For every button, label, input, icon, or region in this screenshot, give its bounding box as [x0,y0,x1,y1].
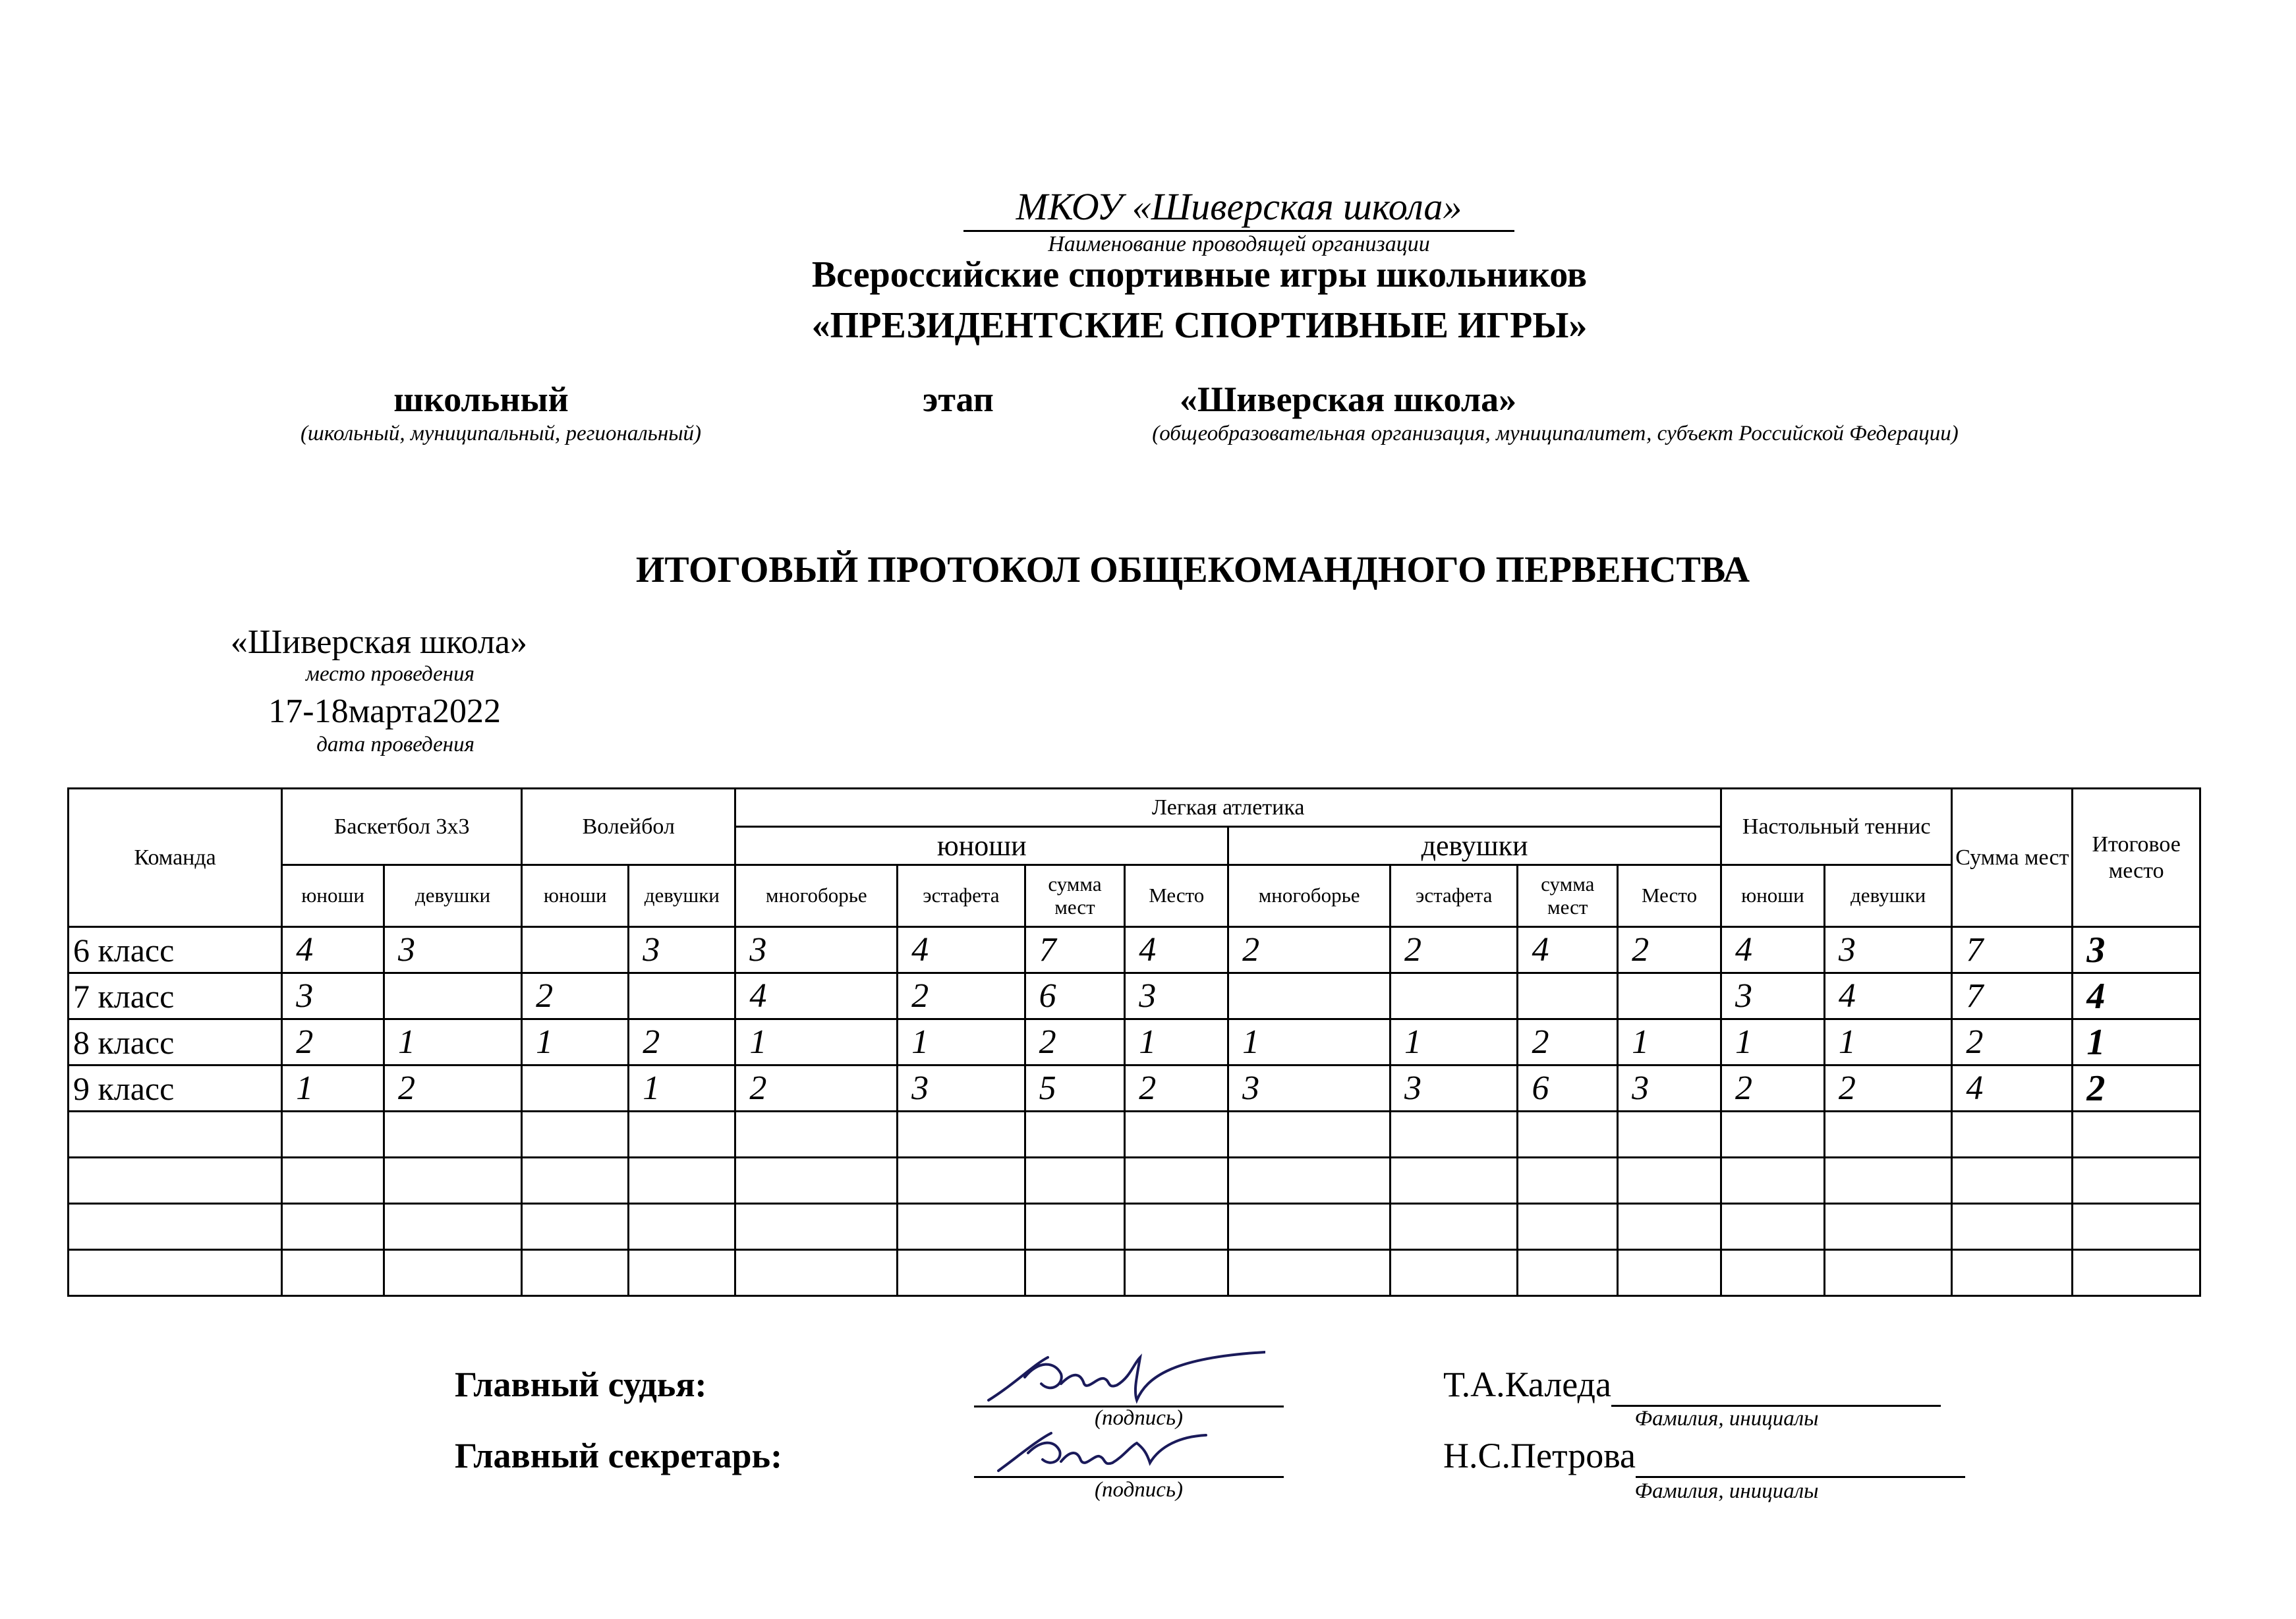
empty-cell [898,1158,1025,1204]
score-cell: 1 [735,1019,898,1065]
score-cell: 3 [1721,973,1824,1019]
empty-cell [1618,1158,1721,1204]
score-cell: 2 [384,1065,522,1112]
header-athletics-girls: девушки [1228,827,1721,865]
protocol-title: ИТОГОВЫЙ ПРОТОКОЛ ОБЩЕКОМАНДНОГО ПЕРВЕНСТВА [635,550,1750,590]
score-cell: 4 [1125,927,1228,973]
school-caption: (общеобразовательная организация, муниципалитет, субъект Российской Федерации) [1152,422,1959,445]
score-cell: 7 [1952,973,2073,1019]
venue: «Шиверская школа» [230,623,527,661]
empty-cell [735,1250,898,1296]
organization-caption: Наименование проводящей организации [1048,232,1430,256]
score-cell: 7 [1952,927,2073,973]
empty-cell [898,1250,1025,1296]
score-cell: 4 [282,927,384,973]
score-cell: 2 [1721,1065,1824,1112]
header-athletics-boys: юноши [735,827,1228,865]
empty-cell [69,1112,282,1158]
score-cell: 2 [898,973,1025,1019]
score-cell: 1 [1618,1019,1721,1065]
empty-cell [1952,1204,2073,1250]
team-name: 6 класс [69,927,282,973]
score-cell: 3 [735,927,898,973]
header-team: Команда [69,789,282,927]
empty-cell [282,1204,384,1250]
table-row [69,973,2200,1019]
score-cell: 1 [1228,1019,1391,1065]
empty-cell [69,1204,282,1250]
score-cell [1618,973,1721,1019]
score-cell: 2 [735,1065,898,1112]
score-cell: 1 [1721,1019,1824,1065]
score-cell: 4 [1721,927,1824,973]
empty-cell [1025,1158,1125,1204]
score-cell: 2 [1025,1019,1125,1065]
score-cell: 2 [282,1019,384,1065]
header-tennis-boys: юноши [1721,865,1824,927]
score-cell: 4 [1518,927,1618,973]
score-cell: 3 [1824,927,1951,973]
empty-cell [1125,1158,1228,1204]
school-name: «Шиверская школа» [1180,380,1517,419]
date-caption: дата проведения [316,733,474,756]
empty-cell [1952,1112,2073,1158]
chief-judge-label: Главный судья: [455,1365,707,1404]
empty-cell [69,1250,282,1296]
empty-cell [735,1112,898,1158]
empty-cell [1518,1112,1618,1158]
header-boys-relay: эстафета [898,865,1025,927]
score-cell: 1 [384,1019,522,1065]
header-girls-place-sum: сумма мест [1518,865,1618,927]
empty-cell [629,1250,735,1296]
score-cell: 5 [1025,1065,1125,1112]
empty-cell [1824,1112,1951,1158]
score-cell: 4 [1824,973,1951,1019]
empty-cell [2073,1112,2200,1158]
empty-cell [1228,1204,1391,1250]
judge-signature [975,1338,1265,1410]
empty-cell [522,1204,629,1250]
final-place-cell: 2 [2073,1065,2200,1112]
header-sum: Сумма мест [1952,789,2073,927]
empty-cell [1618,1204,1721,1250]
empty-cell [1618,1112,1721,1158]
score-cell: 1 [898,1019,1025,1065]
empty-cell [1721,1204,1824,1250]
score-cell: 1 [1824,1019,1951,1065]
header-basketball-girls: девушки [384,865,522,927]
score-cell: 3 [1618,1065,1721,1112]
empty-cell [1824,1250,1951,1296]
team-name: 8 класс [69,1019,282,1065]
empty-cell [1228,1250,1391,1296]
score-cell [522,1065,629,1112]
empty-row [69,1112,2200,1158]
score-cell: 3 [898,1065,1025,1112]
empty-cell [898,1112,1025,1158]
header-boys-allround: многоборье [735,865,898,927]
header-girls-place: Место [1618,865,1721,927]
empty-cell [1228,1112,1391,1158]
empty-cell [629,1158,735,1204]
header-athletics: Легкая атлетика [735,789,1721,827]
empty-cell [384,1158,522,1204]
empty-cell [384,1250,522,1296]
header-tennis-girls: девушки [1824,865,1951,927]
score-cell: 4 [1952,1065,2073,1112]
score-cell: 1 [282,1065,384,1112]
empty-cell [1125,1204,1228,1250]
empty-cell [282,1158,384,1204]
score-cell [1518,973,1618,1019]
table-row [69,927,2200,973]
results-table [67,787,2201,1297]
empty-cell [1721,1112,1824,1158]
score-cell [522,927,629,973]
empty-row [69,1250,2200,1296]
header-volleyball-boys: юноши [522,865,629,927]
empty-cell [1824,1204,1951,1250]
score-cell: 2 [1618,927,1721,973]
final-place-cell: 3 [2073,927,2200,973]
header-basketball: Баскетбол 3х3 [282,789,522,865]
score-cell: 2 [629,1019,735,1065]
team-name: 9 класс [69,1065,282,1112]
score-cell: 7 [1025,927,1125,973]
score-cell: 3 [629,927,735,973]
empty-cell [2073,1204,2200,1250]
stage-level: школьный [393,380,569,419]
empty-cell [1125,1250,1228,1296]
header-boys-place: Место [1125,865,1228,927]
score-cell: 6 [1518,1065,1618,1112]
secretary-name-caption: Фамилия, инициалы [1634,1479,1819,1503]
table-row [69,1065,2200,1112]
empty-cell [522,1250,629,1296]
empty-cell [282,1250,384,1296]
header-basketball-boys: юноши [282,865,384,927]
empty-cell [1025,1204,1125,1250]
empty-cell [1125,1112,1228,1158]
score-cell: 6 [1025,973,1125,1019]
table-row [69,1019,2200,1065]
empty-cell [2073,1250,2200,1296]
empty-cell [735,1204,898,1250]
judge-signature-caption: (подпись) [1095,1406,1183,1430]
empty-cell [1025,1112,1125,1158]
chief-secretary-label: Главный секретарь: [455,1436,783,1475]
empty-cell [522,1112,629,1158]
empty-cell [1518,1204,1618,1250]
empty-cell [1025,1250,1125,1296]
event-date: 17-18марта2022 [268,693,501,730]
stage-level-caption: (школьный, муниципальный, региональный) [300,422,702,445]
score-cell: 3 [1125,973,1228,1019]
chief-secretary-name: Н.С.Петрова [1443,1435,2003,1478]
score-cell: 3 [384,927,522,973]
empty-cell [1952,1250,2073,1296]
score-cell [629,973,735,1019]
empty-cell [1390,1158,1517,1204]
header-boys-place-sum: сумма мест [1025,865,1125,927]
score-cell: 3 [1228,1065,1391,1112]
score-cell: 4 [735,973,898,1019]
empty-cell [1518,1158,1618,1204]
header-table-tennis: Настольный теннис [1721,789,1951,865]
empty-cell [1390,1112,1517,1158]
judge-name-caption: Фамилия, инициалы [1634,1407,1819,1431]
header-final-place: Итоговое место [2073,789,2200,927]
secretary-signature [989,1417,1213,1479]
score-cell: 2 [1228,927,1391,973]
score-cell: 1 [1125,1019,1228,1065]
score-cell: 2 [1518,1019,1618,1065]
empty-cell [1824,1158,1951,1204]
empty-cell [69,1158,282,1204]
empty-cell [1721,1250,1824,1296]
empty-cell [1518,1250,1618,1296]
final-place-cell: 1 [2073,1019,2200,1065]
organization-name: МКОУ «Шиверская школа» [909,185,1568,232]
score-cell: 2 [522,973,629,1019]
empty-cell [1952,1158,2073,1204]
score-cell: 4 [898,927,1025,973]
empty-cell [282,1112,384,1158]
score-cell: 3 [1390,1065,1517,1112]
empty-cell [1390,1204,1517,1250]
games-title: Всероссийские спортивные игры школьников [811,254,1588,295]
score-cell [1390,973,1517,1019]
empty-cell [1228,1158,1391,1204]
empty-cell [1721,1158,1824,1204]
header-volleyball: Волейбол [522,789,735,865]
score-cell [1228,973,1391,1019]
team-name: 7 класс [69,973,282,1019]
score-cell: 2 [1390,927,1517,973]
empty-cell [629,1112,735,1158]
score-cell: 3 [282,973,384,1019]
score-cell: 1 [1390,1019,1517,1065]
score-cell: 2 [1125,1065,1228,1112]
empty-cell [1390,1250,1517,1296]
empty-cell [1618,1250,1721,1296]
score-cell: 2 [1824,1065,1951,1112]
score-cell: 2 [1952,1019,2073,1065]
empty-row [69,1204,2200,1250]
empty-cell [898,1204,1025,1250]
stage-word: этап [923,380,994,419]
header-volleyball-girls: девушки [629,865,735,927]
final-place-cell: 4 [2073,973,2200,1019]
secretary-signature-caption: (подпись) [1095,1478,1183,1502]
chief-judge-name: Т.А.Каледа [1443,1364,1970,1407]
score-cell [384,973,522,1019]
score-cell: 1 [522,1019,629,1065]
empty-cell [735,1158,898,1204]
empty-cell [384,1112,522,1158]
header-girls-relay: эстафета [1390,865,1517,927]
empty-cell [522,1158,629,1204]
empty-cell [384,1204,522,1250]
venue-caption: место проведения [305,662,474,686]
score-cell: 1 [629,1065,735,1112]
header-girls-allround: многоборье [1228,865,1391,927]
games-subtitle: «ПРЕЗИДЕНТСКИЕ СПОРТИВНЫЕ ИГРЫ» [811,305,1588,346]
empty-row [69,1158,2200,1204]
empty-cell [2073,1158,2200,1204]
empty-cell [629,1204,735,1250]
